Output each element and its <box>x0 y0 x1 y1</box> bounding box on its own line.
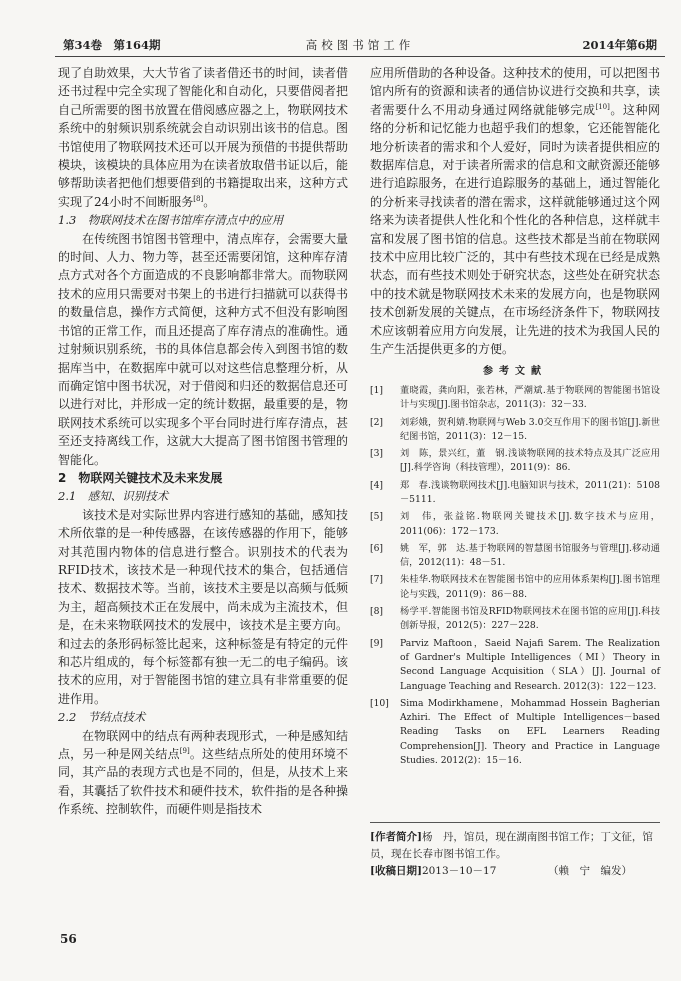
reference-item: [6] 姚 军，郭 达.基于物联网的智慧图书馆服务与管理[J].移动通信，2012(11)：48－51. <box>370 542 660 569</box>
journal-volume: 第34卷 第164期 <box>63 38 161 52</box>
section-heading-2: 2 物联网关键技术及未来发展 <box>58 470 223 485</box>
reference-item: [4] 郑 春.浅谈物联网技术[J].电脑知识与技术，2011(21)：5108－5111. <box>370 479 660 505</box>
section-heading-1-3: 1.3 物联网技术在图书馆库存清点中的应用 <box>58 213 284 228</box>
reference-item: [8] 杨学平.智能图书馆及RFID物联网技术在图书馆的应用[J].科技创新导报，2012(5)：227－228. <box>370 606 660 632</box>
paragraph: 在传统图书馆图书管理中，清点库存，会需要大量的时间、人力、物力等，甚至还需要闭馆，这种库存清点方式对各个方面造成的不良影响都非常大。而物联网技术的应用只需要对书架上的书进行扫描就可以获得书的数量信息，操作方式简便，这种方式不但没有影响图书馆的正常工作，而且还提高了库存清点的准确性。通过射频识别系统，书的具体信息都会传入到图书馆的数据库当中，在数据库中就可以对这些信息整理分析，从而确定馆中图书状况，对于借阅和归还的数据信息还可以进行对比，并形成一定的统计数据，最重要的是，物联网技术系统可以实现多个平台同时进行库存清点，甚至还支持离线工作，这就大大提高了图书馆图书管理的智能化。 <box>58 231 348 467</box>
running-header <box>55 34 665 57</box>
left-column <box>58 64 348 819</box>
author-intro: [作者简介]杨 丹，馆员，现在湖南图书馆工作；丁文征，馆员，现在长春市图书馆工作。 <box>370 831 653 860</box>
citation[interactable]: [10] <box>595 102 610 111</box>
paragraph: 该技术是对实际世界内容进行感知的基础，感知技术所依靠的是一种传感器，在该传感器的作用下，能够对其范围内物体的信息进行整合。识别技术的代表为RFID技术，该技术是一种现代技术的集合，包括通信技术、数据技术等。当前，该技术主要是以高频与低频为主，超高频技术正在发展中，尚未成为主流技术，但是，在未来物联网技术的发展中，该技术是主要方向。和过去的条形码标签比起来，这种标签是有特定的元件和芯片组成的，每个标签都有独一无二的电子编码。该技术的应用，对于智能图书馆的建立具有非常重要的促进作用。 <box>58 507 348 706</box>
page-number: 56 <box>60 932 77 946</box>
reference-item: [2] 刘彩娥，贺利婧.物联网与Web 3.0交互作用下的图书馆[J].新世纪图书馆，2011(3)：12－15. <box>370 416 660 442</box>
reference-item: [7] 朱桂华.物联网技术在智能图书馆中的应用体系架构[J].图书馆理论与实践，2011(9)：86－88. <box>370 574 660 600</box>
reference-item: [3] 刘 陈，景兴红，董 钢.浅谈物联网的技术特点及其广泛应用[J].科学咨询（科技管理），2011(9)：86. <box>370 448 660 474</box>
paragraph: 现了自助效果，大大节省了读者借还书的时间，读者借还书过程中完全实现了智能化和自动化，只要借阅者把自己所需要的图书放置在借阅感应器之上，物联网技术系统中的射频识别系统就会自动识别出该书的信息。图书馆使用了物联网技术还可以开展为预借的书提供帮助模块，该模块的具体应用为在读者放取借书证以后，能够帮助读者把他们想要借到的书籍提取出来，这种方式实现了24小时不间断服务[8]。 <box>58 66 348 209</box>
received-date: [收稿日期]2013－10－17 （赖 宁 编发） <box>370 863 660 880</box>
reference-item: [1] 董晓霞，龚向阳，张若林，严潮斌.基于物联网的智能图书馆设计与实现[J].图书馆杂志，2011(3)：32－33. <box>370 384 660 411</box>
reference-item: [9] Parviz Maftoon，Saeid Najafi Sarem. The Realization of Gardner's Multiple Intelligences（MI）Theory in Second Language Acquisition（SLA）[J]. Journal of Language Teaching and Research. 2012(3)：122－123. <box>370 637 660 692</box>
references-heading: 参考文献 <box>483 365 547 377</box>
citation[interactable]: [9] <box>179 747 190 756</box>
reference-item: [5] 刘 伟，张益铭.物联网关键技术[J].数字技术与应用，2011(06)：172－173. <box>370 511 660 537</box>
reference-item: [10] Sima Modirkhamene，Mohammad Hossein Bagherian Azhiri. The Effect of Multiple Intelligences－based Reading Tasks on EFL Learners Reading Comprehension[J]. Theory and Practice in Language Studies. 2012(2)：15－16. <box>370 697 660 767</box>
journal-issue: 2014年第6期 <box>582 38 657 52</box>
reference-list <box>370 384 660 768</box>
paragraph: 在物联网中的结点有两种表现形式，一种是感知结点，另一种是网关结点[9]。这些结点所处的使用环境不同，其产品的表现方式也是不同的，但是，从技术上来看，其囊括了软件技术和硬件技术，软件指的是各种操作系统、控制软件，而硬件则是指技术 <box>58 728 348 817</box>
section-heading-2-2: 2.2 节结点技术 <box>58 710 146 725</box>
citation[interactable]: [8] <box>193 194 204 203</box>
right-column <box>370 64 660 768</box>
journal-title: 高校图书馆工作 <box>305 38 415 52</box>
editor-note: （赖 宁 编发） <box>548 865 632 877</box>
section-heading-2-1: 2.1 感知、识别技术 <box>58 489 169 504</box>
paragraph: 应用所借助的各种设备。这种技术的使用，可以把图书馆内所有的资源和读者的通信协议进行交换和共享，读者需要什么不用动身通过网络就能够完成[10]。这种网络的分析和记忆能力也超乎我们的想象，它还能智能化地分析读者的需求和个人爱好，同时为读者提供相应的数据库信息，对于读者所需求的信息和文献资源还能够进行追踪服务，在进行追踪服务的基础上，通过智能化的分析来寻找读者的潜在需求，这样就能够通过这个网络来为读者提供人性化和个性化的各种信息，这样就丰富和发展了图书馆的信息。这些技术都是当前在物联网技术中应用比较广泛的，其中有些技术现在已经是成熟状态，而有些技术则处于研究状态，这些处在研究状态中的技术就是物联网技术未来的发展方向，也是物联网技术创新发展的关键点，在市场经济条件下，物联网技术应该朝着应用方向发展，让先进的技术为我国人民的生产生活提供更多的方便。 <box>370 66 660 357</box>
author-info-box <box>370 822 660 880</box>
